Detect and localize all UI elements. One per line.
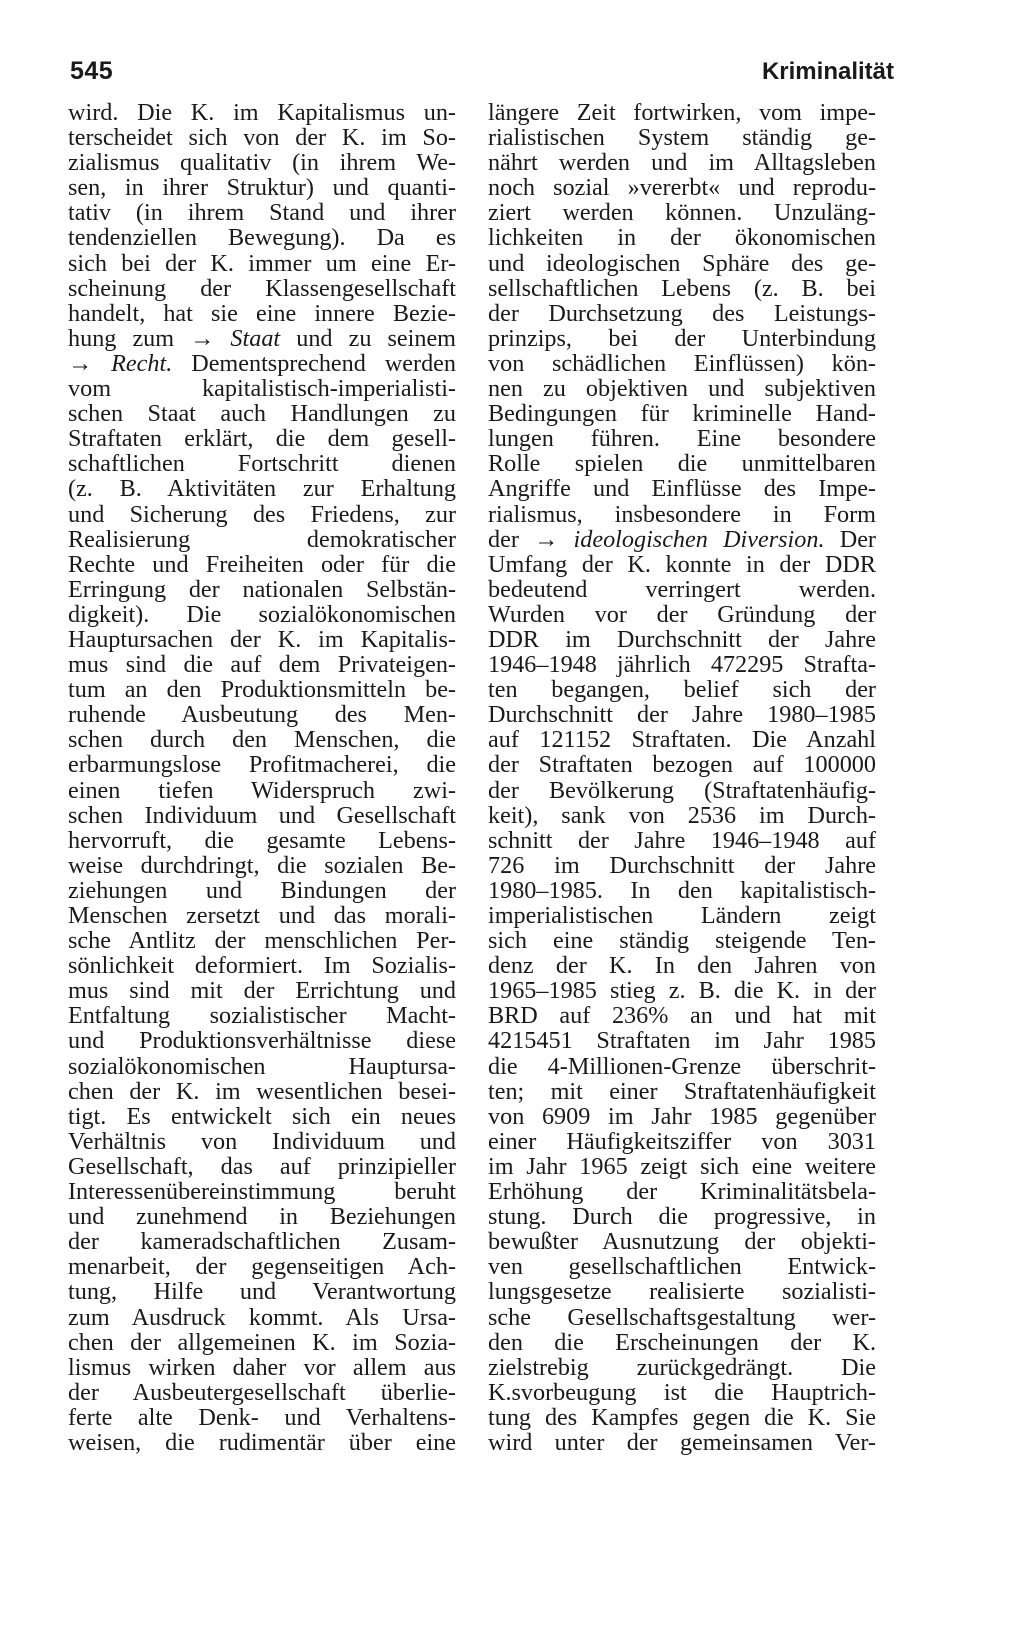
text-line: 1965–1985 stieg z. B. die K. in der: [488, 978, 876, 1004]
text-line: schnitt der Jahre 1946–1948 auf: [488, 827, 876, 853]
text-line: schen Staat auch Handlungen zu: [68, 401, 456, 427]
text-line: denz der K. In den Jahren von: [488, 953, 876, 979]
text-line: Menschen zersetzt und das morali-: [68, 903, 456, 929]
section-title: Kriminalität: [761, 58, 894, 85]
text-line: vom kapitalistisch-imperialisti-: [68, 376, 456, 402]
text-line: tativ (in ihrem Stand und ihrer: [68, 200, 456, 226]
text-line: handelt, hat sie eine innere Bezie-: [68, 300, 456, 326]
text-line: zum Ausdruck kommt. Als Ursa-: [68, 1304, 456, 1330]
text-line: bewußter Ausnutzung der objekti-: [488, 1229, 876, 1255]
text-line: ten begangen, belief sich der: [488, 677, 876, 703]
text-line: lungsgesetze realisierte sozialisti-: [488, 1279, 876, 1305]
text-line: tum an den Produktionsmitteln be-: [68, 677, 456, 703]
text-line: Wurden vor der Gründung der: [488, 601, 876, 627]
text-line: ten; mit einer Straftatenhäufigkeit: [488, 1078, 876, 1104]
text-line: Hauptursachen der K. im Kapitalis-: [68, 626, 456, 653]
text-line: sche Gesellschaftsgestaltung wer-: [488, 1304, 876, 1330]
text-line: Erhöhung der Kriminalitätsbela-: [488, 1179, 876, 1205]
text-line: bedeutend verringert werden.: [488, 576, 876, 602]
text-line: hung zum → Staat und zu seinem: [68, 325, 456, 351]
text-line: wird. Die K. im Kapitalismus un-: [68, 100, 456, 126]
text-line: Verhältnis von Individuum und: [68, 1128, 456, 1154]
text-line: mus sind mit der Errichtung und: [68, 978, 456, 1004]
text-line: den die Erscheinungen der K.: [488, 1329, 876, 1355]
text-line: sen, in ihrer Struktur) und quanti-: [68, 175, 456, 201]
text-line: Rolle spielen die unmittelbaren: [488, 451, 876, 477]
text-line: einen tiefen Widerspruch zwi-: [68, 777, 456, 803]
text-line: sönlichkeit deformiert. Im Sozialis-: [68, 953, 456, 979]
text-line: tung des Kampfes gegen die K. Sie: [488, 1404, 876, 1430]
text-line: nen zu objektiven und subjektiven: [488, 376, 876, 402]
text-line: stung. Durch die progressive, in: [488, 1204, 876, 1230]
running-header: [70, 50, 894, 86]
text-line: chen der allgemeinen K. im Sozia-: [68, 1329, 456, 1355]
text-line: scheinung der Klassengesellschaft: [68, 275, 456, 301]
text-line: sellschaftlichen Lebens (z. B. bei: [488, 275, 876, 301]
text-line: und Sicherung des Friedens, zur: [68, 501, 456, 527]
text-line: ziehungen und Bindungen der: [68, 877, 456, 903]
text-line: Realisierung demokratischer: [68, 526, 456, 552]
text-line: erbarmungslose Profitmacherei, die: [68, 752, 456, 778]
text-line: noch sozial »vererbt« und reprodu-: [488, 175, 876, 201]
text-line: sche Antlitz der menschlichen Per-: [68, 928, 456, 954]
text-line: sich bei der K. immer um eine Er-: [68, 250, 456, 276]
text-line: rialismus, insbesondere in Form: [488, 501, 876, 527]
text-line: ven gesellschaftlichen Entwick-: [488, 1254, 876, 1280]
text-line: im Jahr 1965 zeigt sich eine weitere: [488, 1153, 876, 1180]
text-line: hervorruft, die gesamte Lebens-: [68, 827, 456, 853]
text-line: ziert werden können. Unzuläng-: [488, 200, 876, 226]
text-line: weise durchdringt, die sozialen Be-: [68, 852, 456, 878]
text-line: schen durch den Menschen, die: [68, 727, 456, 753]
text-line: längere Zeit fortwirken, vom impe-: [488, 100, 876, 126]
text-line: der → ideologischen Diversion. Der: [488, 526, 876, 552]
text-line: weisen, die rudimentär über eine: [68, 1429, 456, 1456]
text-line: Durchschnitt der Jahre 1980–1985: [488, 702, 876, 728]
text-line: und Produktionsverhältnisse diese: [68, 1028, 456, 1054]
text-line: Erringung der nationalen Selbstän-: [68, 576, 456, 602]
text-line: K.svorbeugung ist die Hauptrich-: [488, 1379, 876, 1405]
text-line: von 6909 im Jahr 1985 gegenüber: [488, 1103, 876, 1129]
text-line: Straftaten erklärt, die dem gesell-: [68, 426, 456, 452]
text-line: der kameradschaftlichen Zusam-: [68, 1229, 456, 1255]
text-line: imperialistischen Ländern zeigt: [488, 903, 876, 929]
text-line: sozialökonomischen Hauptursa-: [68, 1053, 456, 1079]
text-line: schen Individuum und Gesellschaft: [68, 802, 456, 828]
text-line: tigt. Es entwickelt sich ein neues: [68, 1103, 456, 1129]
text-line: menarbeit, der gegenseitigen Ach-: [68, 1254, 456, 1280]
text-line: die 4-Millionen-Grenze überschrit-: [488, 1053, 876, 1079]
text-line: 4215451 Straftaten im Jahr 1985: [488, 1028, 876, 1054]
text-line: tendenziellen Bewegung). Da es: [68, 225, 456, 251]
text-line: Angriffe und Einflüsse des Impe-: [488, 476, 876, 502]
text-line: der Straftaten bezogen auf 100000: [488, 752, 876, 778]
text-line: schaftlichen Fortschritt dienen: [68, 451, 456, 477]
text-line: keit), sank von 2536 im Durch-: [488, 802, 876, 828]
text-line: digkeit). Die sozialökonomischen: [68, 601, 456, 627]
text-line: wird unter der gemeinsamen Ver-: [488, 1429, 876, 1456]
left-text-column: [68, 100, 456, 1455]
text-line: auf 121152 Straftaten. Die Anzahl: [488, 727, 876, 753]
text-line: und zunehmend in Beziehungen: [68, 1204, 456, 1230]
text-line: lismus wirken daher vor allem aus: [68, 1354, 456, 1380]
text-line: 726 im Durchschnitt der Jahre: [488, 852, 876, 878]
text-line: der Bevölkerung (Straftatenhäufig-: [488, 777, 876, 803]
text-line: der Durchsetzung des Leistungs-: [488, 300, 876, 326]
text-line: ruhende Ausbeutung des Men-: [68, 702, 456, 728]
text-line: lungen führen. Eine besondere: [488, 426, 876, 452]
text-line: prinzips, bei der Unterbindung: [488, 325, 876, 351]
text-line: zialismus qualitativ (in ihrem We-: [68, 150, 456, 176]
text-line: rialistischen System ständig ge-: [488, 125, 876, 151]
text-line: einer Häufigkeitsziffer von 3031: [488, 1128, 876, 1154]
text-line: 1946–1948 jährlich 472295 Strafta-: [488, 652, 876, 678]
text-line: nährt werden und im Alltagsleben: [488, 150, 876, 176]
text-line: Bedingungen für kriminelle Hand-: [488, 401, 876, 427]
page-number: 545: [70, 57, 114, 85]
text-line: mus sind die auf dem Privateigen-: [68, 652, 456, 678]
right-text-column: [488, 100, 876, 1455]
text-line: und ideologischen Sphäre des ge-: [488, 250, 876, 276]
text-line: Rechte und Freiheiten oder für die: [68, 551, 456, 577]
text-line: von schädlichen Einflüssen) kön-: [488, 350, 876, 377]
text-line: 1980–1985. In den kapitalistisch-: [488, 877, 876, 903]
text-line: zielstrebig zurückgedrängt. Die: [488, 1354, 876, 1380]
text-line: Umfang der K. konnte in der DDR: [488, 551, 876, 577]
text-line: lichkeiten in der ökonomischen: [488, 225, 876, 251]
text-line: DDR im Durchschnitt der Jahre: [488, 626, 876, 653]
text-line: Gesellschaft, das auf prinzipieller: [68, 1153, 456, 1180]
text-line: der Ausbeutergesellschaft überlie-: [68, 1379, 456, 1405]
text-line: BRD auf 236% an und hat mit: [488, 1003, 876, 1029]
text-line: terscheidet sich von der K. im So-: [68, 125, 456, 151]
text-line: Entfaltung sozialistischer Macht-: [68, 1003, 456, 1029]
text-line: chen der K. im wesentlichen besei-: [68, 1078, 456, 1104]
text-line: (z. B. Aktivitäten zur Erhaltung: [68, 476, 456, 502]
text-line: sich eine ständig steigende Ten-: [488, 928, 876, 954]
text-line: Interessenübereinstimmung beruht: [68, 1179, 456, 1205]
text-line: → Recht. Dementsprechend werden: [68, 350, 456, 377]
text-line: tung, Hilfe und Verantwortung: [68, 1279, 456, 1305]
text-line: ferte alte Denk- und Verhaltens-: [68, 1404, 456, 1430]
